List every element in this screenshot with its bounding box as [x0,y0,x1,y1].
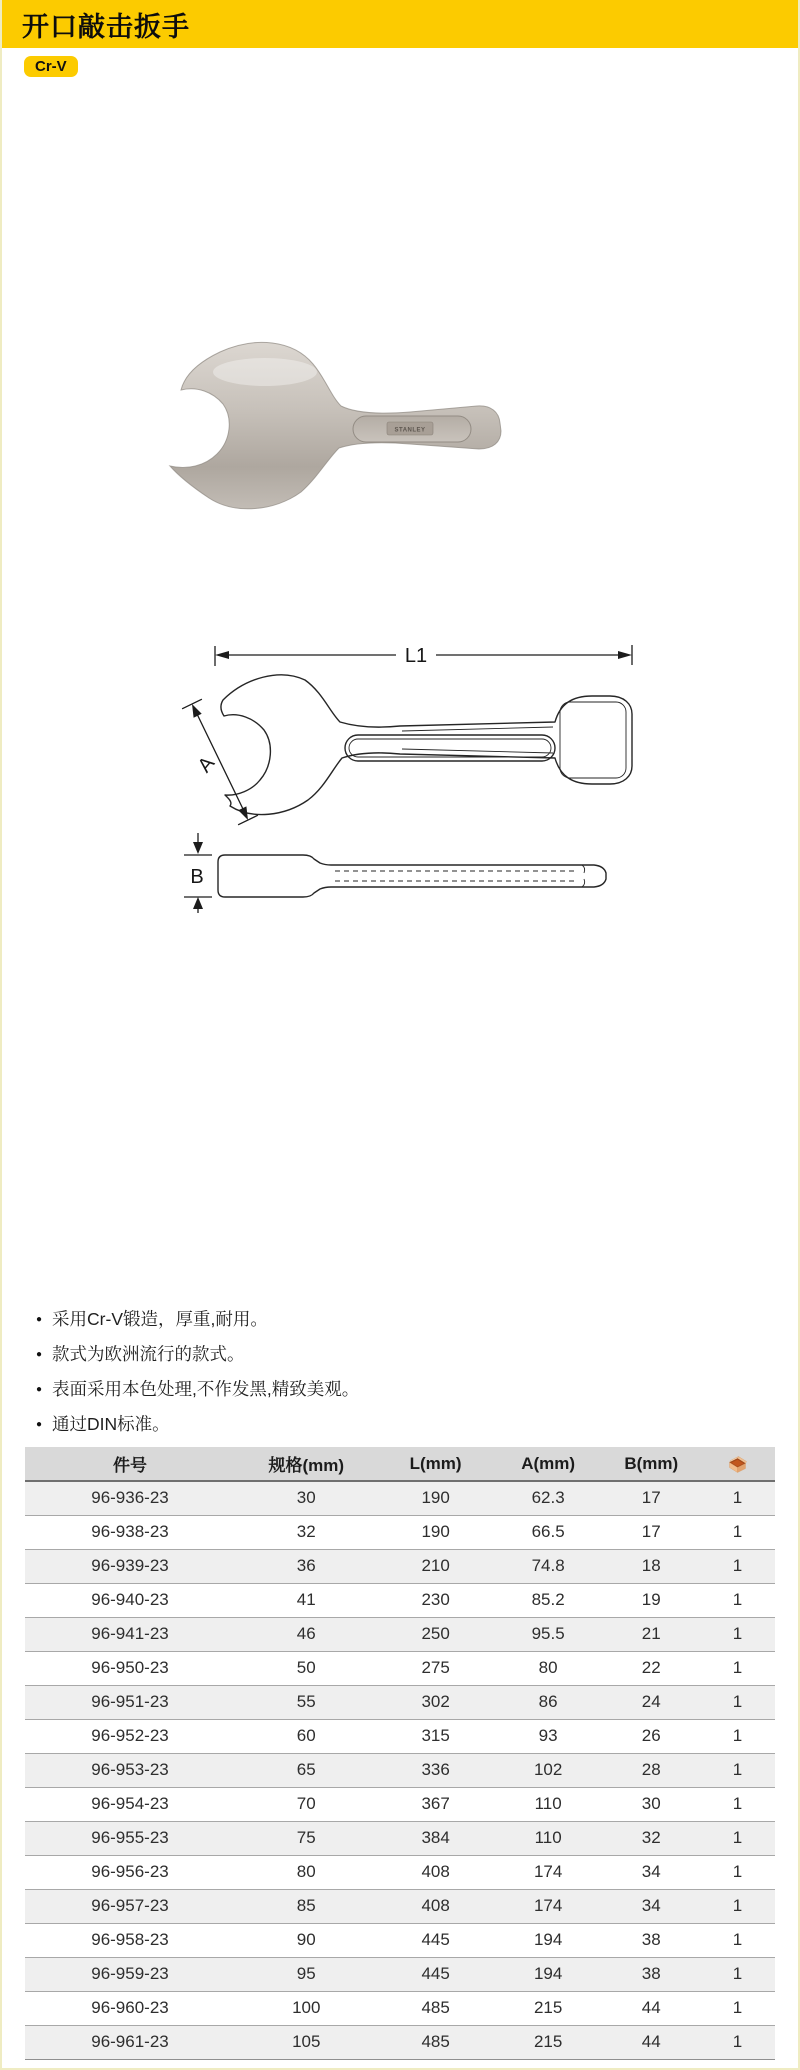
b-cell: 32 [603,1821,701,1855]
part-no-cell: 96-938-23 [25,1515,235,1549]
qty-cell: 1 [700,1685,775,1719]
package-icon [725,1455,750,1474]
qty-cell: 1 [700,1991,775,2025]
b-cell: 26 [603,1719,701,1753]
length-cell: 445 [378,1923,494,1957]
size-cell: 55 [235,1685,378,1719]
dimension-diagram-top [140,638,650,843]
a-cell: 66.5 [494,1515,603,1549]
size-cell: 32 [235,1515,378,1549]
size-cell: 90 [235,1923,378,1957]
size-cell: 36 [235,1549,378,1583]
length-cell: 485 [378,1991,494,2025]
feature-item: ● 通过DIN标准。 [36,1407,359,1442]
qty-cell: 1 [700,2025,775,2059]
part-no-cell: 96-961-23 [25,2025,235,2059]
length-cell: 336 [378,1753,494,1787]
table-row [25,1855,775,1889]
table-row [25,1481,775,1515]
page-title: 开口敲击扳手 [22,11,190,42]
a-cell: 194 [494,1923,603,1957]
table-row [25,1617,775,1651]
size-cell: 80 [235,1855,378,1889]
b-cell: 22 [603,1651,701,1685]
qty-cell: 1 [700,1719,775,1753]
jaw-dimension-label: A [193,752,220,777]
qty-cell: 1 [700,1549,775,1583]
table-row [25,1515,775,1549]
size-cell: 30 [235,1481,378,1515]
b-cell: 24 [603,1685,701,1719]
side-view-drawing [180,833,620,913]
a-cell: 86 [494,1685,603,1719]
spec-table-body [25,1481,775,2059]
table-row [25,1583,775,1617]
length-cell: 275 [378,1651,494,1685]
length-cell: 485 [378,2025,494,2059]
top-view-drawing [140,638,650,843]
qty-cell: 1 [700,1787,775,1821]
wrench-photo-illustration [125,330,510,550]
size-cell: 50 [235,1651,378,1685]
size-cell: 65 [235,1753,378,1787]
length-cell: 445 [378,1957,494,1991]
size-cell: 46 [235,1617,378,1651]
part-no-cell: 96-950-23 [25,1651,235,1685]
length-dimension-label: L1 [404,645,428,667]
a-cell: 174 [494,1889,603,1923]
a-cell: 74.8 [494,1549,603,1583]
b-cell: 30 [603,1787,701,1821]
part-no-cell: 96-954-23 [25,1787,235,1821]
product-photo [125,330,510,550]
part-no-cell: 96-960-23 [25,1991,235,2025]
size-cell: 85 [235,1889,378,1923]
length-cell: 210 [378,1549,494,1583]
length-cell: 384 [378,1821,494,1855]
col-length: L(mm) [378,1447,494,1481]
part-no-cell: 96-959-23 [25,1957,235,1991]
size-cell: 70 [235,1787,378,1821]
part-no-cell: 96-958-23 [25,1923,235,1957]
b-cell: 28 [603,1753,701,1787]
crv-badge: Cr-V [24,56,78,77]
qty-cell: 1 [700,1957,775,1991]
part-no-cell: 96-936-23 [25,1481,235,1515]
col-qty [700,1447,775,1481]
a-cell: 93 [494,1719,603,1753]
length-cell: 408 [378,1889,494,1923]
size-cell: 75 [235,1821,378,1855]
table-row [25,1991,775,2025]
qty-cell: 1 [700,1889,775,1923]
length-cell: 408 [378,1855,494,1889]
table-row [25,1719,775,1753]
col-b: B(mm) [603,1447,701,1481]
length-cell: 190 [378,1481,494,1515]
part-no-cell: 96-939-23 [25,1549,235,1583]
feature-item: ● 采用Cr-V锻造，厚重,耐用。 [36,1302,359,1337]
dimension-diagram-side [180,833,620,913]
a-cell: 95.5 [494,1617,603,1651]
size-cell: 41 [235,1583,378,1617]
table-row [25,1957,775,1991]
part-no-cell: 96-957-23 [25,1889,235,1923]
table-row [25,2025,775,2059]
b-cell: 38 [603,1957,701,1991]
b-cell: 19 [603,1583,701,1617]
feature-item: ● 表面采用本色处理,不作发黑,精致美观。 [36,1372,359,1407]
length-cell: 315 [378,1719,494,1753]
part-no-cell: 96-956-23 [25,1855,235,1889]
table-row [25,1651,775,1685]
a-cell: 85.2 [494,1583,603,1617]
table-row [25,1685,775,1719]
a-cell: 215 [494,1991,603,2025]
size-cell: 100 [235,1991,378,2025]
table-row [25,1549,775,1583]
length-cell: 302 [378,1685,494,1719]
col-size: 规格(mm) [235,1447,378,1481]
part-no-cell: 96-955-23 [25,1821,235,1855]
spec-table [25,1447,775,2060]
a-cell: 110 [494,1821,603,1855]
a-cell: 62.3 [494,1481,603,1515]
b-cell: 21 [603,1617,701,1651]
qty-cell: 1 [700,1583,775,1617]
length-cell: 230 [378,1583,494,1617]
part-no-cell: 96-940-23 [25,1583,235,1617]
size-cell: 95 [235,1957,378,1991]
b-cell: 44 [603,2025,701,2059]
qty-cell: 1 [700,1515,775,1549]
part-no-cell: 96-951-23 [25,1685,235,1719]
qty-cell: 1 [700,1481,775,1515]
length-cell: 250 [378,1617,494,1651]
qty-cell: 1 [700,1821,775,1855]
b-cell: 17 [603,1515,701,1549]
a-cell: 80 [494,1651,603,1685]
b-cell: 34 [603,1889,701,1923]
part-no-cell: 96-952-23 [25,1719,235,1753]
a-cell: 215 [494,2025,603,2059]
thickness-dimension-label: B [190,866,204,888]
length-cell: 367 [378,1787,494,1821]
size-cell: 105 [235,2025,378,2059]
spec-table-header [25,1447,775,1481]
size-cell: 60 [235,1719,378,1753]
feature-list [36,1302,359,1442]
b-cell: 18 [603,1549,701,1583]
a-cell: 194 [494,1957,603,1991]
a-cell: 110 [494,1787,603,1821]
a-cell: 174 [494,1855,603,1889]
qty-cell: 1 [700,1855,775,1889]
title-bar [0,0,800,48]
brand-stamp: STANLEY [394,427,426,434]
b-cell: 17 [603,1481,701,1515]
length-cell: 190 [378,1515,494,1549]
b-cell: 34 [603,1855,701,1889]
col-a: A(mm) [494,1447,603,1481]
col-part-no: 件号 [25,1447,235,1481]
a-cell: 102 [494,1753,603,1787]
qty-cell: 1 [700,1651,775,1685]
table-row [25,1889,775,1923]
qty-cell: 1 [700,1923,775,1957]
part-no-cell: 96-941-23 [25,1617,235,1651]
table-row [25,1787,775,1821]
b-cell: 44 [603,1991,701,2025]
qty-cell: 1 [700,1617,775,1651]
table-row [25,1753,775,1787]
feature-item: ● 款式为欧洲流行的款式。 [36,1337,359,1372]
table-row [25,1821,775,1855]
b-cell: 38 [603,1923,701,1957]
qty-cell: 1 [700,1753,775,1787]
part-no-cell: 96-953-23 [25,1753,235,1787]
table-row [25,1923,775,1957]
